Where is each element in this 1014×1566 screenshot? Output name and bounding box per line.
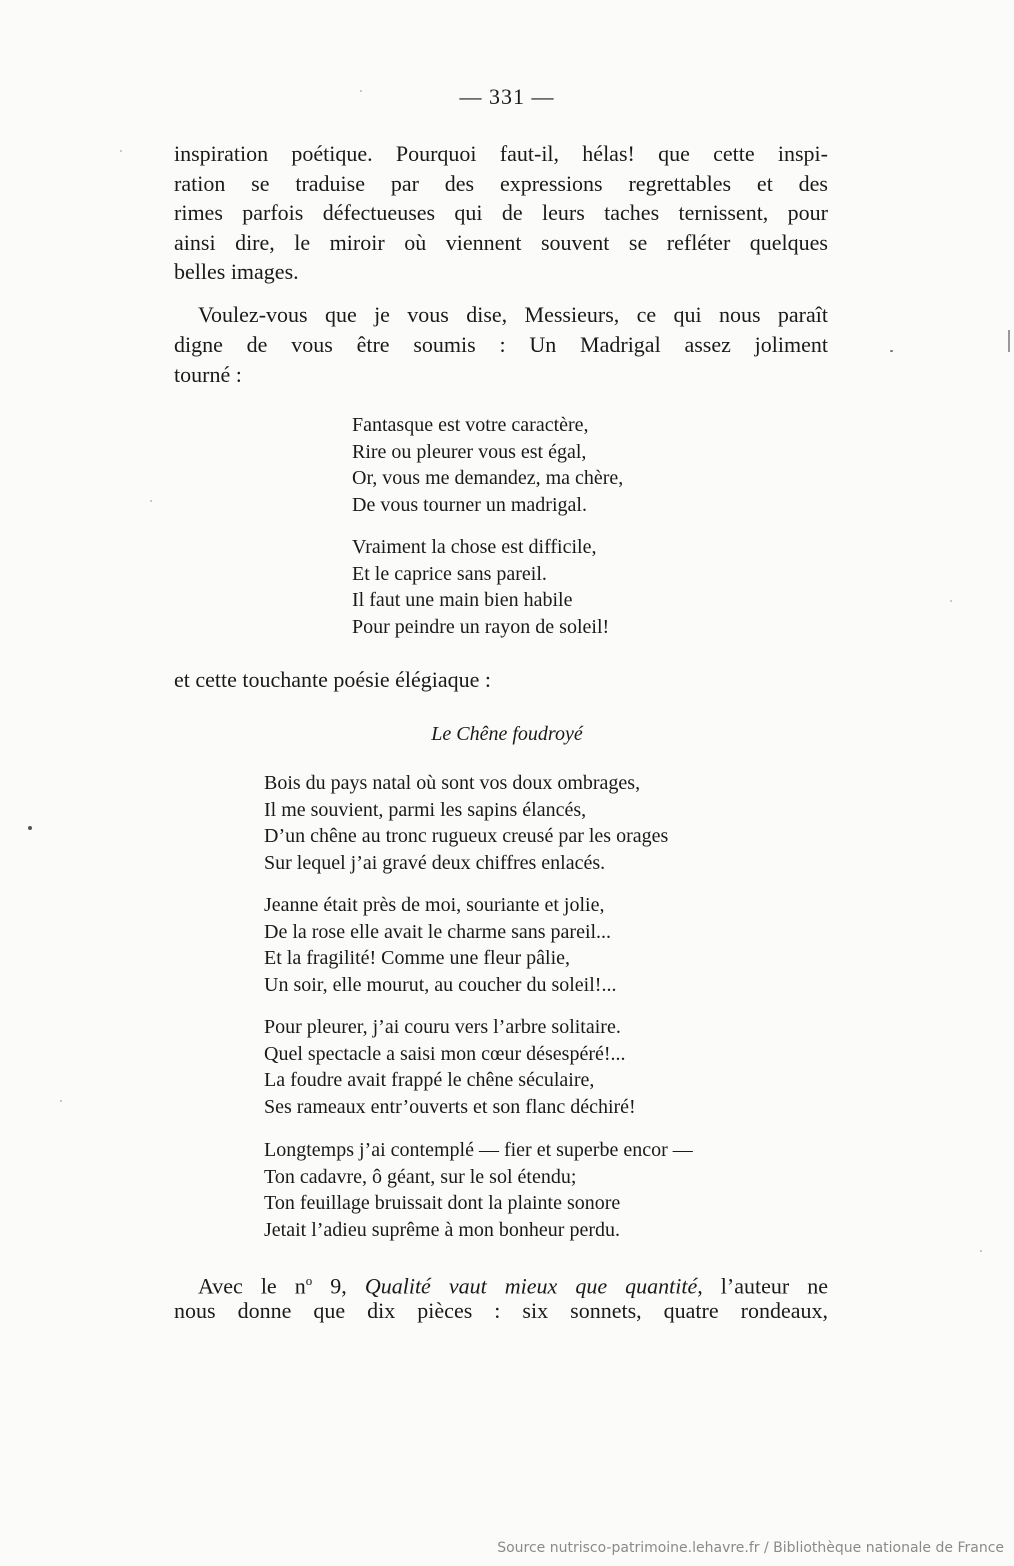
verse-line: Et la fragilité! Comme une fleur pâlie, (264, 947, 570, 969)
text-run: , l’auteur ne (697, 1273, 828, 1299)
transition-line: et cette touchante poésie élégiaque : (174, 667, 492, 692)
poem-title: Le Chêne foudroyé (431, 723, 583, 745)
scan-speck (28, 826, 32, 830)
verse-line: Un soir, elle mourut, au coucher du soleil!... (264, 973, 617, 996)
scan-edge-mark (1008, 330, 1010, 352)
italic-title: Qualité vaut mieux que quantité (364, 1273, 698, 1299)
text-line: digne de vous être soumis : Un Madrigal assez joliment (174, 332, 828, 357)
verse-line: Vraiment la chose est difficile, (352, 536, 597, 558)
text-line: nous donne que dix pièces : six sonnets, quatre rondeaux, (174, 1298, 828, 1323)
text-line: ration se traduise par des expressions regrettables et des (174, 170, 828, 196)
verse-line: La foudre avait frappé le chêne séculaire, (264, 1069, 595, 1091)
verse-line: Ton cadavre, ô géant, sur le sol étendu; (264, 1165, 577, 1188)
numero-superscript: o (305, 1273, 313, 1288)
scan-speck (60, 1100, 62, 1102)
verse-line: D’un chêne au tronc rugueux creusé par les orages (264, 825, 669, 847)
text-line: inspiration poétique. Pourquoi faut-il, hélas! que cette inspi- (174, 141, 828, 166)
text-run: 9, (312, 1273, 365, 1299)
verse-line: De la rose elle avait le charme sans pareil... (264, 920, 612, 943)
verse-line: Bois du pays natal où sont vos doux ombrages, (264, 772, 641, 794)
verse-line: De vous tourner un madrigal. (352, 493, 587, 516)
verse-line: Il me souvient, parmi les sapins élancés, (264, 798, 587, 821)
verse-line: Ton feuillage bruissait dont la plainte sonore (264, 1192, 621, 1214)
verse-line: Sur lequel j’ai gravé deux chiffres enlacés. (264, 851, 606, 874)
verse-line: Fantasque est votre caractère, (352, 414, 589, 436)
verse-line: Jeanne était près de moi, souriante et jolie, (264, 894, 605, 916)
text-line: belles images. (174, 259, 299, 284)
scan-speck (120, 150, 122, 152)
stanza (352, 534, 609, 640)
text-line: Voulez-vous que je vous dise, Messieurs, ce qui nous paraît (198, 302, 828, 327)
scan-speck (890, 350, 893, 352)
verse-line: Il faut une main bien habile (352, 589, 573, 611)
scan-speck (950, 600, 952, 602)
text-line: tourné : (174, 362, 242, 387)
verse-line: Jetait l’adieu suprême à mon bonheur perdu. (264, 1218, 620, 1241)
verse-line: Or, vous me demandez, ma chère, (352, 467, 624, 489)
stanza (264, 770, 668, 876)
verse-line: Rire ou pleurer vous est égal, (352, 440, 587, 463)
verse-line: Et le caprice sans pareil. (352, 562, 547, 585)
scan-speck (150, 500, 152, 502)
text-line: ainsi dire, le miroir où viennent souvent se refléter quelques (174, 229, 828, 255)
source-credit: Source nutrisco-patrimoine.lehavre.fr / Bibliothèque nationale de France (497, 1540, 1004, 1556)
verse-line: Longtemps j’ai contemplé — fier et superbe encor — (264, 1139, 693, 1161)
verse-line: Quel spectacle a saisi mon cœur désespéré!... (264, 1042, 626, 1065)
stanza (264, 1014, 636, 1120)
text-run: Avec le n (198, 1273, 306, 1299)
verse-line: Pour pleurer, j’ai couru vers l’arbre solitaire. (264, 1016, 621, 1038)
page-number: — 331 — (459, 84, 555, 109)
stanza (264, 1137, 693, 1243)
stanza (264, 892, 616, 998)
verse-line: Ses rameaux entr’ouverts et son flanc déchiré! (264, 1095, 636, 1118)
scan-speck (980, 1250, 982, 1252)
stanza (352, 412, 623, 518)
verse-line: Pour peindre un rayon de soleil! (352, 615, 610, 638)
scan-speck (360, 90, 362, 92)
text-line: rimes parfois défectueuses qui de leurs taches ternissent, pour (174, 200, 828, 225)
